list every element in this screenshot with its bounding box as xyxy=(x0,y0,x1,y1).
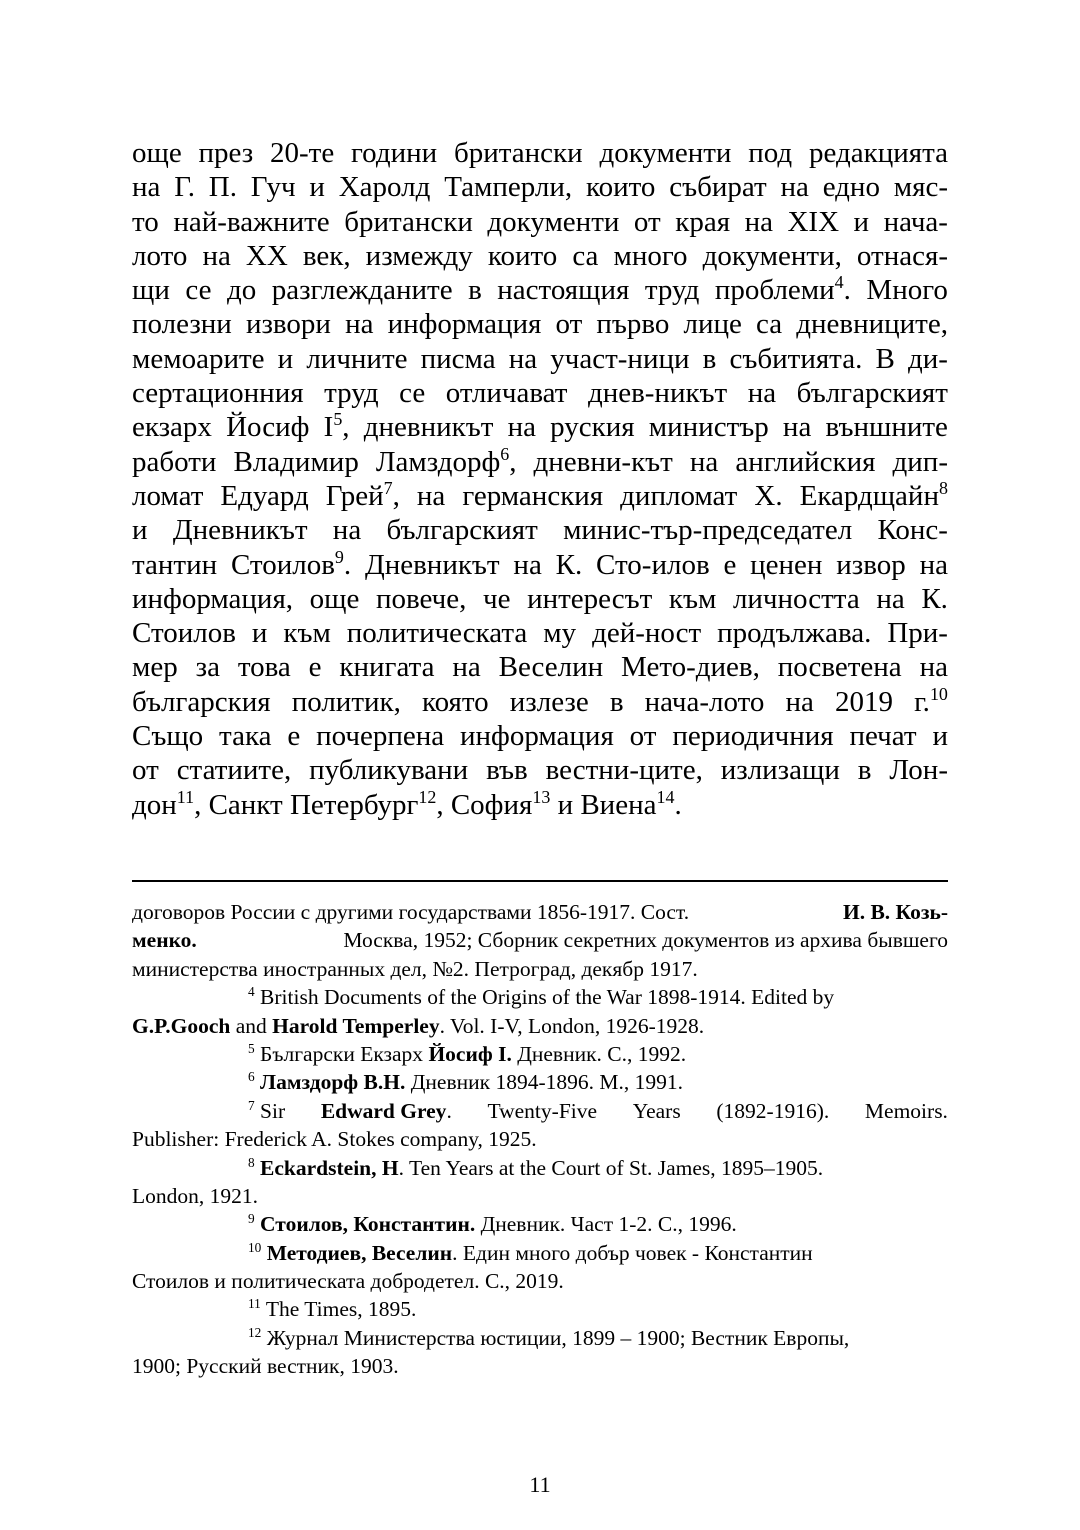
text-line: полезни извори на информация от първо лице са дневниците, xyxy=(132,308,948,341)
footnote-ref: 8 xyxy=(938,478,948,499)
footnotes xyxy=(132,898,948,1381)
footnote-ref: 13 xyxy=(532,786,551,807)
footnote-3-line-2: менко. Москва, 1952; Сборник секретних документов из архива бывшего xyxy=(132,928,948,953)
text-line: то най-важните британски документи от края на XIX и нача- xyxy=(132,205,948,238)
footnote-10: $^{10}$ Методиев, Веселин. Един много добър човек - Константин xyxy=(248,1239,813,1265)
footnote-3-line-3: министерства иностранных дел, №2. Петроград, декябр 1917. xyxy=(132,956,698,981)
text-line: мемоарите и личните писма на участ-ници в събитията. В ди- xyxy=(132,342,948,375)
text-line: българския политик, която излезе в нача-лото на 2019 г.$^{10}$ xyxy=(132,683,948,718)
page-number: 11 xyxy=(529,1472,551,1497)
text-line: лото на XX век, измежду които са много документи, отнася- xyxy=(132,239,948,272)
footnote-5: $^5$ Български Екзарх Йосиф I. Дневник. С., 1992. xyxy=(248,1040,687,1066)
text-line: работи Владимир Ламздорф$^6$, дневни-кът на английския дип- xyxy=(132,443,948,478)
footnote-ref: 7 xyxy=(383,478,393,499)
footnote-ref: 11 xyxy=(176,786,195,807)
text-line: мер за това е книгата на Веселин Мето-диев, посветена на xyxy=(132,651,948,684)
text-line: тантин Стоилов$^9$. Дневникът на К. Сто-илов е ценен извор на xyxy=(132,546,948,581)
text-line: още през 20-те години британски документи под редакцията xyxy=(132,137,948,169)
footnote-7-line-2: Publisher: Frederick A. Stokes company, 1925. xyxy=(132,1127,537,1152)
footnote-4-line-2: G.P.Gooch and Harold Temperley. Vol. I-V, London, 1926-1928. xyxy=(132,1013,705,1038)
footnote-3-line-1: договоров России с другими государствами 1856-1917. Сост. И. В. Козь- xyxy=(132,900,948,924)
footnote-8-line-2: London, 1921. xyxy=(132,1183,259,1208)
main-text xyxy=(132,136,948,822)
text-line: и Дневникът на българският минис-тър-председател Конс- xyxy=(132,514,948,547)
footnote-8: $^8$ Eckardstein, H. Ten Years at the Court of St. James, 1895–1905. xyxy=(248,1154,824,1180)
text-line: Стоилов и към политическата му дей-ност продължава. При- xyxy=(132,617,948,650)
footnote-ref: 12 xyxy=(418,786,437,807)
text-line: на Г. П. Гуч и Харолд Тамперли, които събират на едно мяс- xyxy=(132,171,948,204)
footnote-9: $^9$ Стоилов, Константин. Дневник. Част 1-2. С., 1996. xyxy=(248,1211,737,1237)
footnote-separator xyxy=(132,880,948,882)
footnote-7: $^7$ Sir Edward Grey. Twenty-Five Years (1892-1916). Memoirs. xyxy=(248,1097,948,1123)
text-line: информация, още повече, че интересът към личността на К. xyxy=(132,582,948,615)
text-line: сертационния труд се отличават днев-никът на българският xyxy=(132,377,948,410)
footnote-ref: 14 xyxy=(656,786,675,807)
text-line: дон$^{11}$, Санкт Петербург$^{12}$, София$^{13}$ и Виена$^{14}$. xyxy=(132,786,682,821)
footnote-12: $^{12}$ Журнал Министерства юстиции, 1899 – 1900; Вестник Европы, xyxy=(248,1324,850,1350)
footnote-6: $^6$ Ламздорф В.Н. Дневник 1894-1896. М., 1991. xyxy=(248,1069,683,1095)
footnote-11: $^{11}$ The Times, 1895. xyxy=(248,1296,417,1322)
footnote-ref: 9 xyxy=(334,546,344,567)
text-line: от статиите, публикувани във вестни-ците, излизащи в Лон- xyxy=(132,754,948,787)
footnote-ref: 10 xyxy=(929,683,948,704)
footnote-ref: 5 xyxy=(333,409,343,430)
footnote-10-line-2: Стоилов и политическата добродетел. С., 2019. xyxy=(132,1269,564,1294)
text-line: ломат Едуард Грей$^7$, на германския дипломат Х. Екардщайн$^8$ xyxy=(132,478,948,512)
footnote-12-line-2: 1900; Русский вестник, 1903. xyxy=(132,1354,399,1379)
text-line: Също така е почерпена информация от периодичния печат и xyxy=(132,720,948,753)
text-line: екзарх Йосиф $I^5$, дневникът на руския министър на външните xyxy=(132,409,948,444)
footnote-ref: 4 xyxy=(834,272,844,293)
text-line: щи се до разглежданите в настоящия труд проблеми$^4$. Много xyxy=(132,272,948,307)
footnote-4: $^4$ British Documents of the Origins of the War 1898-1914. Edited by xyxy=(248,984,835,1010)
footnote-ref: 6 xyxy=(500,443,510,464)
